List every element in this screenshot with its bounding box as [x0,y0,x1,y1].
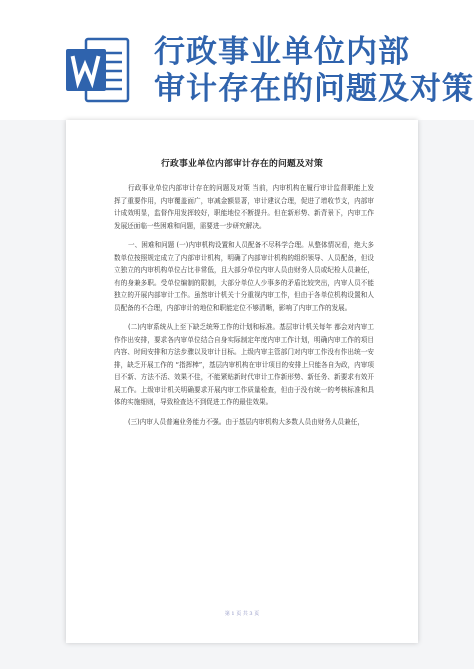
page-number: 第 1 页 共 3 页 [224,611,260,617]
paragraph-section-2: (二)内审系统从上至下缺乏统筹工作的计划和标准。基层审计机关每年 都会对内审工作作出安排，要求各内审单位结合自身实际制定年度内审工作计划，明确内审工作的项目内容、时间安排和方法步骤以及审计目标。上级内审主管部门对内审工作没有作出统一安排，缺乏开展工作的 “指挥棒”，基层内审机构在审计项目的安排上只能各自为政，内审项目不新、方法不活、效果不佳，不能紧贴新时代审计工作新形势、新任务、新要求有效开展工作。上级审计机关明确要求开展内审工作质量检查，但由于没有统一的考核标准和具体的实施细则，导致检查达不到促进工作的最佳效果。 [114,323,374,406]
document-page [66,120,418,643]
banner-title-line-2: 审计存在的问题及对策 [154,71,474,107]
word-doc-icon [64,35,130,105]
document-title: 行政事业单位内部审计存在的问题及对策 [161,159,323,169]
paragraph-section-1: 一、困难和问题 (一)内审机构设置和人员配备不尽科学合理。从整体情况看，绝大多数单位按照规定成立了内部审计机构，明确了内部审计机构的组织领导、人员配备，但设立独立的内审机构单位占比非常低，且大部分单位内审人员由财务人员或纪检人员兼任，有的身兼多职。受单位编制的限制，大部分单位人少事多的矛盾比较突出，内审人员不能独立的开展内部审计工作。虽然审计机关十分重视内审工作，但由于各单位机构设置和人员配备的不合理，内部审计的地位和职能定位不够清晰，影响了内审工作的发展。 [114,241,374,312]
paragraph-section-3: (三)内审人员普遍业务能力不强。由于基层内审机构大多数人员由财务人员兼任， [128,417,364,426]
document-body [114,182,374,435]
banner-title-line-1: 行政事业单位内部 [154,34,410,70]
paragraph-intro: 行政事业单位内部审计存在的问题及对策 当前，内审机构在履行审计监督职能上发挥了重要作用，内审覆盖面广，审减金额显著，审计建议合理，促进了增收节支，内部审计成效明显，监督作用发挥较好，职能地位不断提升。但在新形势、新背景下，内审工作发展还面临一些困难和问题，需要进一步研究解决。 [114,184,374,230]
banner-title [154,34,474,108]
